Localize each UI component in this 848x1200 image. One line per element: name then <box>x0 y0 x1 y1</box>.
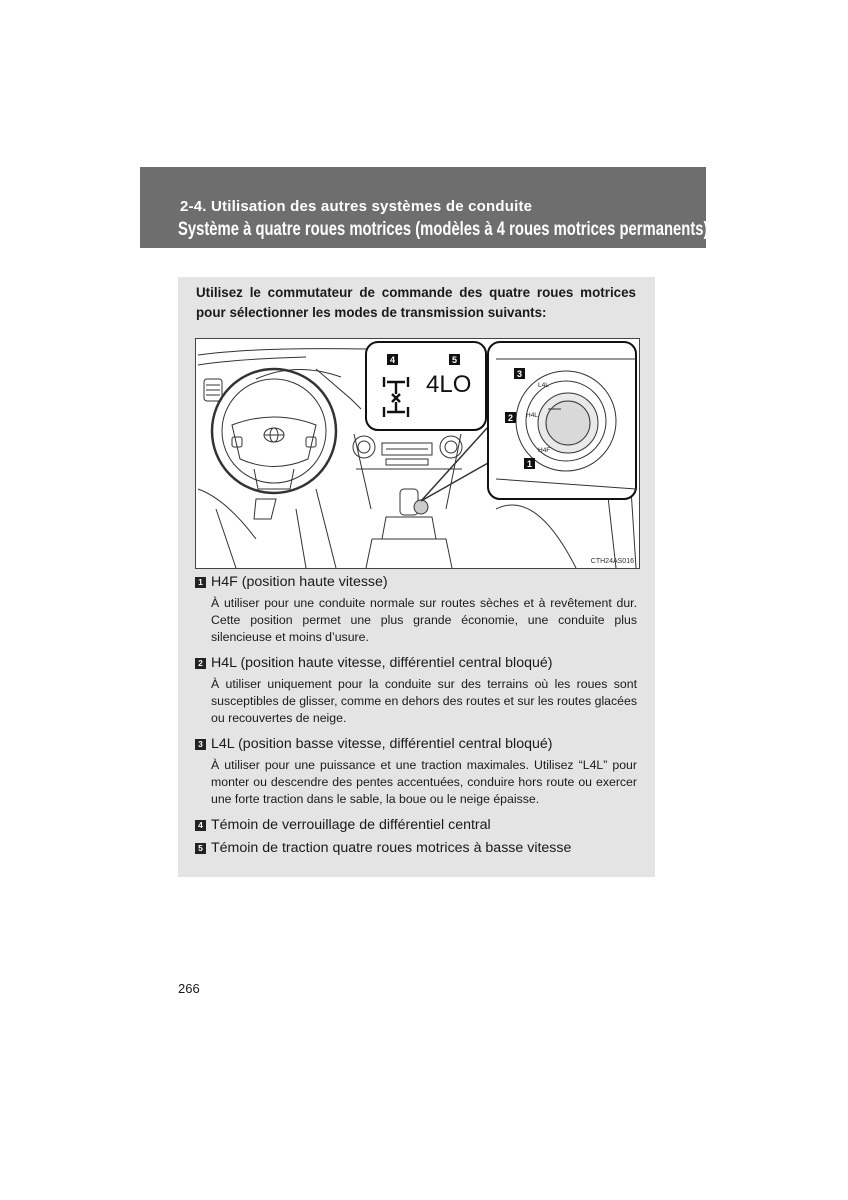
dashboard-illustration <box>195 338 640 569</box>
item-title: L4L (position basse vitesse, différentiel central bloqué) <box>211 736 553 752</box>
callout-3 <box>514 368 525 379</box>
callout-5 <box>449 354 460 365</box>
chapter-header <box>140 167 709 248</box>
item-number: 5 <box>195 843 206 854</box>
list-item-diff-lock-indicator <box>195 816 637 834</box>
item-number: 3 <box>195 739 206 750</box>
dial-label-l4l: L4L <box>538 382 549 389</box>
item-title: H4F (position haute vitesse) <box>211 574 388 590</box>
item-title: H4L (position haute vitesse, différentiel central bloqué) <box>211 655 553 671</box>
list-item-l4l <box>195 735 637 808</box>
item-description: À utiliser uniquement pour la conduite sur des terrains où les roues sont susceptibles de glisser, comme en dehors des routes et sur les routes glacées ou recouvertes de neige. <box>211 677 637 725</box>
item-description: À utiliser pour une puissance et une traction maximales. Utilisez “L4L” pour monter ou descendre des pentes accentuées, conduire hors route ou exercer une forte traction dans le sable, la boue ou le neige épaisse. <box>211 758 637 806</box>
dial-label-h4l: H4L <box>526 412 538 419</box>
list-item-4lo-indicator <box>195 839 637 857</box>
figure-code: CTH24AS016 <box>590 558 634 565</box>
svg-text:2: 2 <box>507 413 514 423</box>
page-number: 266 <box>178 981 200 996</box>
page-title: Système à quatre roues motrices (modèles à 4 roues motrices permanents) <box>178 219 709 240</box>
4lo-indicator-text: 4LO <box>426 371 472 398</box>
svg-text:4: 4 <box>389 355 396 365</box>
intro-text: Utilisez le commutateur de commande des quatre roues motrices pour sélectionner les modes de transmission suivants: <box>196 285 636 320</box>
svg-text:1: 1 <box>526 459 533 469</box>
item-number: 4 <box>195 820 206 831</box>
list-item-h4l <box>195 654 637 727</box>
section-title: 2-4. Utilisation des autres systèmes de conduite <box>180 198 533 215</box>
list-item-h4f <box>195 573 637 646</box>
callout-1 <box>524 458 535 469</box>
dial-label-h4f: H4F <box>538 447 551 454</box>
item-number: 1 <box>195 577 206 588</box>
content-panel <box>178 277 655 877</box>
callout-2 <box>505 412 516 423</box>
svg-text:3: 3 <box>516 369 523 379</box>
dashboard-drawing <box>196 339 639 568</box>
item-title: Témoin de verrouillage de différentiel central <box>211 817 491 833</box>
svg-text:5: 5 <box>451 355 458 365</box>
item-description: À utiliser pour une conduite normale sur routes sèches et à revêtement dur. Cette position permet une plus grande économie, une conduite plus silencieuse et moins d’usure. <box>211 596 637 644</box>
item-number: 2 <box>195 658 206 669</box>
callout-4 <box>387 354 398 365</box>
item-title: Témoin de traction quatre roues motrices à basse vitesse <box>211 840 572 856</box>
